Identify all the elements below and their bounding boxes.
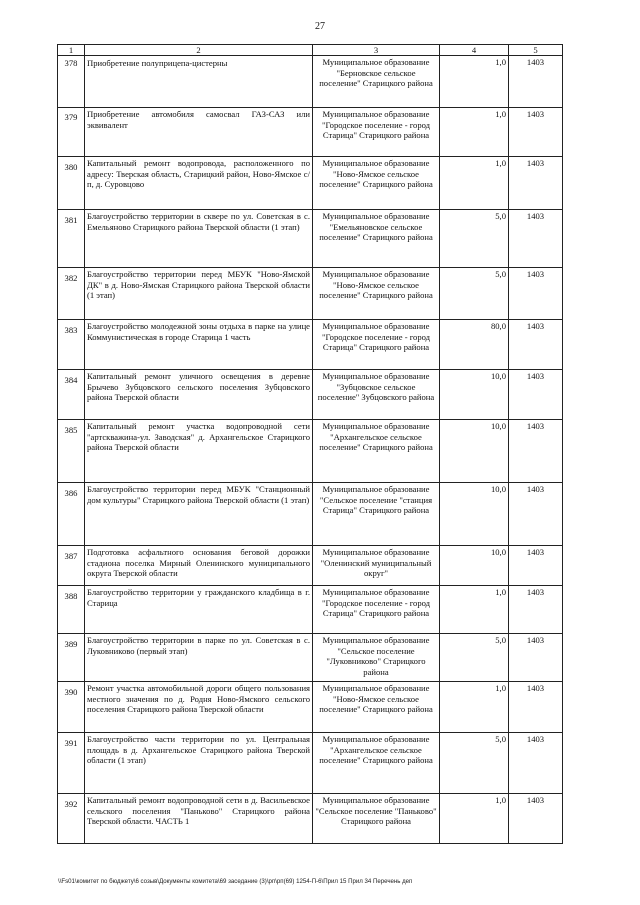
- row-amount: 1,0: [440, 586, 509, 634]
- row-amount: 80,0: [440, 320, 509, 370]
- row-amount: 5,0: [440, 268, 509, 320]
- row-amount: 10,0: [440, 546, 509, 586]
- row-code: 1403: [509, 546, 563, 586]
- row-amount: 5,0: [440, 210, 509, 268]
- col-header-2: 2: [85, 45, 313, 56]
- row-name: Благоустройство территории перед МБУК "Станционный дом культуры" Старицкого района Тверской области (1 этап): [85, 483, 313, 546]
- row-code: 1403: [509, 370, 563, 420]
- row-name: Ремонт участка автомобильной дороги общего пользования местного значения по д. Родня Ново-Ямского сельского поселения Старицкого района Тверской области: [85, 682, 313, 733]
- table-row: [58, 320, 563, 370]
- table-row: [58, 210, 563, 268]
- row-amount: 1,0: [440, 108, 509, 157]
- row-name: Благоустройство территории перед МБУК "Ново-Ямской ДК" в д. Ново-Ямская Старицкого района Тверской области (1 этап): [85, 268, 313, 320]
- row-number: 383: [58, 320, 85, 370]
- row-municipality: Муниципальное образование "Зубцовское сельское поселение" Зубцовского района: [313, 370, 440, 420]
- row-amount: 1,0: [440, 56, 509, 108]
- row-number: 379: [58, 108, 85, 157]
- row-name: Благоустройство территории в сквере по ул. Советская в с. Емельяново Старицкого района Тверской области (1 этап): [85, 210, 313, 268]
- row-number: 388: [58, 586, 85, 634]
- row-number: 382: [58, 268, 85, 320]
- row-name: Приобретение полуприцепа-цистерны: [85, 56, 313, 108]
- row-municipality: Муниципальное образование "Берновское сельское поселение" Старицкого района: [313, 56, 440, 108]
- table-row: [58, 56, 563, 108]
- table-row: [58, 370, 563, 420]
- row-name: Подготовка асфальтного основания беговой дорожки стадиона поселка Мирный Оленинского муниципального округа Тверской области: [85, 546, 313, 586]
- row-code: 1403: [509, 108, 563, 157]
- row-municipality: Муниципальное образование "Сельское поселение "Паньково" Старицкого района: [313, 794, 440, 844]
- table-row: [58, 682, 563, 733]
- row-code: 1403: [509, 268, 563, 320]
- row-name: Благоустройство территории в парке по ул. Советская в с. Луковниково (первый этап): [85, 634, 313, 682]
- row-number: 387: [58, 546, 85, 586]
- col-header-3: 3: [313, 45, 440, 56]
- row-municipality: Муниципальное образование "Ново-Ямское сельское поселение" Старицкого района: [313, 682, 440, 733]
- row-municipality: Муниципальное образование "Ново-Ямское сельское поселение" Старицкого района: [313, 157, 440, 210]
- row-amount: 10,0: [440, 420, 509, 483]
- row-code: 1403: [509, 483, 563, 546]
- table-row: [58, 483, 563, 546]
- row-amount: 10,0: [440, 483, 509, 546]
- row-name: Капитальный ремонт уличного освещения в деревне Брычево Зубцовского сельского поселения Зубцовского района Тверской области: [85, 370, 313, 420]
- row-amount: 1,0: [440, 682, 509, 733]
- row-name: Капитальный ремонт водопровода, расположенного по адресу: Тверская область, Старицкий район, Ново-Ямское с/п, д. Суровцово: [85, 157, 313, 210]
- row-municipality: Муниципальное образование "Архангельское сельское поселение" Старицкого района: [313, 420, 440, 483]
- row-number: 392: [58, 794, 85, 844]
- table-row: [58, 634, 563, 682]
- row-code: 1403: [509, 634, 563, 682]
- table-row: [58, 420, 563, 483]
- row-number: 390: [58, 682, 85, 733]
- col-header-5: 5: [509, 45, 563, 56]
- row-name: Благоустройство территории у гражданского кладбища в г. Старица: [85, 586, 313, 634]
- row-name: Приобретение автомобиля самосвал ГАЗ-САЗ или эквивалент: [85, 108, 313, 157]
- page-number: 27: [315, 21, 325, 32]
- row-municipality: Муниципальное образование "Емельяновское сельское поселение" Старицкого района: [313, 210, 440, 268]
- col-header-1: 1: [58, 45, 85, 56]
- row-code: 1403: [509, 682, 563, 733]
- row-municipality: Муниципальное образование "Городское поселение - город Старица" Старицкого района: [313, 108, 440, 157]
- table-row: [58, 268, 563, 320]
- file-path-footer: \\Fs01\комитет по бюджету\6 созыв\Документы комитета\69 заседание (3)\рп\рп(69) 1254-П-6\Прил 15 Прил 34 Перечень деп: [58, 878, 413, 885]
- row-name: Благоустройство молодежной зоны отдыха в парке на улице Коммунистическая в городе Старица 1 часть: [85, 320, 313, 370]
- row-municipality: Муниципальное образование "Архангельское сельское поселение" Старицкого района: [313, 733, 440, 794]
- row-municipality: Муниципальное образование "Городское поселение - город Старица" Старицкого района: [313, 320, 440, 370]
- row-code: 1403: [509, 733, 563, 794]
- row-number: 380: [58, 157, 85, 210]
- row-code: 1403: [509, 420, 563, 483]
- row-municipality: Муниципальное образование "Сельское поселение "Луковниково" Старицкого района: [313, 634, 440, 682]
- row-amount: 5,0: [440, 634, 509, 682]
- row-municipality: Муниципальное образование "Ново-Ямское сельское поселение" Старицкого района: [313, 268, 440, 320]
- row-number: 386: [58, 483, 85, 546]
- program-table: [57, 44, 563, 844]
- table-row: [58, 108, 563, 157]
- table-row: [58, 794, 563, 844]
- row-amount: 10,0: [440, 370, 509, 420]
- table-row: [58, 586, 563, 634]
- row-name: Капитальный ремонт участка водопроводной сети "артскважина-ул. Заводская" д. Архангельское Старицкого района Тверской области: [85, 420, 313, 483]
- row-number: 384: [58, 370, 85, 420]
- row-code: 1403: [509, 794, 563, 844]
- header-row: [58, 45, 563, 56]
- row-number: 391: [58, 733, 85, 794]
- row-amount: 1,0: [440, 794, 509, 844]
- row-code: 1403: [509, 157, 563, 210]
- row-code: 1403: [509, 586, 563, 634]
- row-amount: 5,0: [440, 733, 509, 794]
- col-header-4: 4: [440, 45, 509, 56]
- table-row: [58, 546, 563, 586]
- row-number: 385: [58, 420, 85, 483]
- row-code: 1403: [509, 320, 563, 370]
- row-code: 1403: [509, 56, 563, 108]
- row-number: 378: [58, 56, 85, 108]
- row-code: 1403: [509, 210, 563, 268]
- table-row: [58, 733, 563, 794]
- row-name: Капитальный ремонт водопроводной сети в д. Васильевское сельского поселения "Паньково" Старицкого района Тверской области. ЧАСТЬ 1: [85, 794, 313, 844]
- table-row: [58, 157, 563, 210]
- row-number: 381: [58, 210, 85, 268]
- row-name: Благоустройство части территории по ул. Центральная площадь в д. Архангельское Старицкого района Тверской области (1 этап): [85, 733, 313, 794]
- row-municipality: Муниципальное образование "Сельское поселение "станция Старица" Старицкого района: [313, 483, 440, 546]
- row-amount: 1,0: [440, 157, 509, 210]
- row-municipality: Муниципальное образование "Оленинский муниципальный округ": [313, 546, 440, 586]
- row-municipality: Муниципальное образование "Городское поселение - город Старица" Старицкого района: [313, 586, 440, 634]
- row-number: 389: [58, 634, 85, 682]
